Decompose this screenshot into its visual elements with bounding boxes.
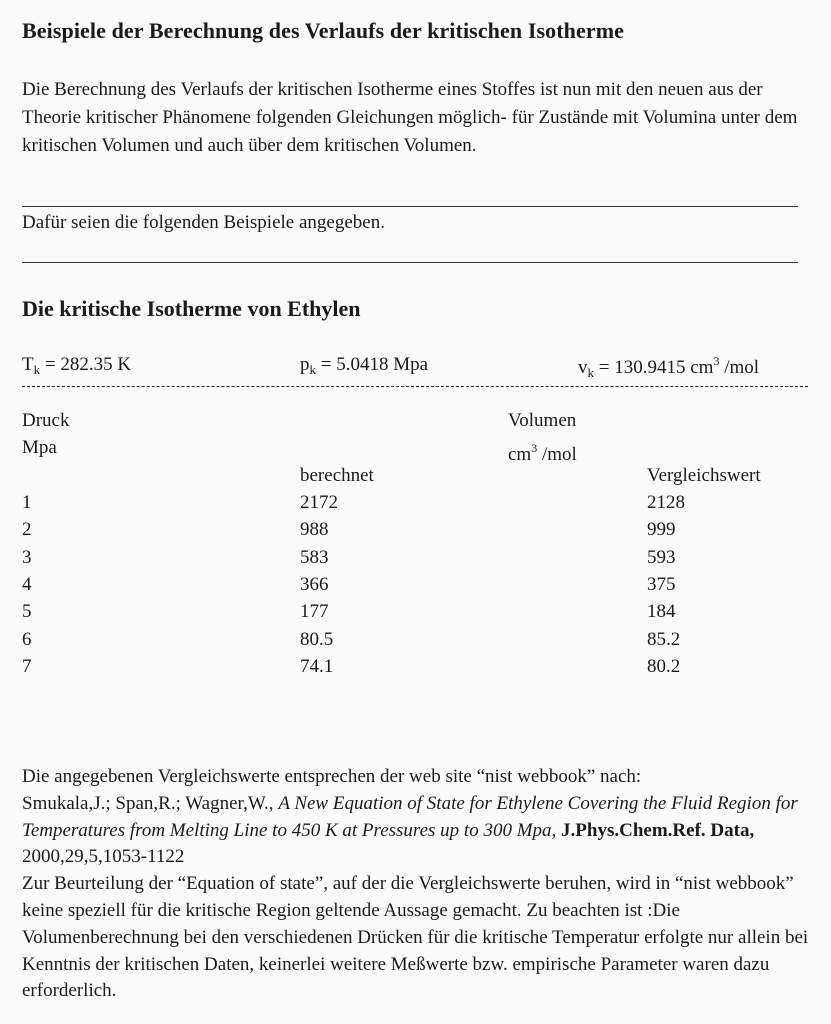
cell-druck: 2 bbox=[22, 519, 32, 540]
cell-druck: 5 bbox=[22, 601, 32, 622]
column-unit-druck: Mpa bbox=[22, 437, 57, 458]
cell-berechnet: 583 bbox=[300, 547, 329, 568]
reference-journal: J.Phys.Chem.Ref. Data, bbox=[561, 819, 755, 841]
subheader-vergleichswert: Vergleichswert bbox=[647, 465, 761, 486]
cell-druck: 4 bbox=[22, 574, 32, 595]
source-paragraph bbox=[22, 764, 812, 1005]
critical-pressure: $p_k = 5.0418$ Mpa bbox=[300, 354, 429, 377]
cell-vergleichswert: 375 bbox=[647, 574, 676, 595]
column-header-druck: Druck bbox=[22, 410, 70, 431]
cell-vergleichswert: 2128 bbox=[647, 492, 685, 513]
cell-vergleichswert: 184 bbox=[647, 601, 676, 622]
section-title: Die kritische Isotherme von Ethylen bbox=[22, 296, 361, 321]
dashed-separator bbox=[22, 386, 808, 387]
cell-vergleichswert: 999 bbox=[647, 519, 676, 540]
cell-berechnet: 74.1 bbox=[300, 656, 334, 677]
cell-druck: 1 bbox=[22, 492, 32, 513]
cell-berechnet: 988 bbox=[300, 519, 329, 540]
cell-vergleichswert: 593 bbox=[647, 547, 676, 568]
page-title: Beispiele der Berechnung des Verlaufs der kritischen Isotherme bbox=[22, 18, 625, 43]
column-header-volumen: Volumen bbox=[508, 410, 577, 431]
cell-berechnet: 2172 bbox=[300, 492, 338, 513]
cell-druck: 3 bbox=[22, 547, 32, 568]
cell-berechnet: 80.5 bbox=[300, 629, 334, 650]
source-intro: Die angegebenen Vergleichswerte entsprechen der web site “nist webbook” nach: bbox=[22, 766, 642, 787]
assessment-paragraph: Zur Beurteilung der “Equation of state”, auf der die Vergleichswerte beruhen, wird in “nist webbook” keine speziell für die kritische Region geltende Aussage gemacht. Zu beachten ist :Die Volumenberechnung bei den verschiedenen Drücken für die kritische Temperatur erfolgte nur allein bei Kenntnis der kritischen Daten, keinerlei weitere Meßwerte bzw. empirische Parameter waren dazu erforderlich. bbox=[22, 873, 809, 1002]
critical-volume: $v_k = 130.9415$ $cm^3$ /mol bbox=[578, 354, 760, 380]
note-text: Dafür seien die folgenden Beispiele angegeben. bbox=[22, 212, 385, 233]
cell-druck: 7 bbox=[22, 656, 32, 677]
column-unit-volumen: $cm^3$ /mol bbox=[508, 441, 577, 465]
divider-line bbox=[22, 262, 798, 263]
cell-vergleichswert: 85.2 bbox=[647, 629, 681, 650]
cell-vergleichswert: 80.2 bbox=[647, 656, 681, 677]
subheader-berechnet: berechnet bbox=[300, 465, 374, 486]
divider-line bbox=[22, 206, 798, 207]
intro-paragraph: Die Berechnung des Verlaufs der kritischen Isotherme eines Stoffes ist nun mit den neuen aus der Theorie kritischer Phänomene folgenden Gleichungen möglich- für Zustände mit Volumina unter dem kritischen Volumen und auch über dem kritischen Volumen. bbox=[22, 79, 798, 156]
reference-title: A New Equation of State for Ethylene Covering the Fluid Region for Temperatures from Melting Line to 450 K at Pressures up to 300 Mpa, bbox=[22, 792, 798, 841]
cell-berechnet: 177 bbox=[300, 601, 329, 622]
reference-citation: 2000,29,5,1053-1122 bbox=[22, 846, 185, 868]
cell-druck: 6 bbox=[22, 629, 32, 650]
cell-berechnet: 366 bbox=[300, 574, 329, 595]
critical-temperature: $T_k = 282.35$ K bbox=[22, 354, 132, 377]
reference-authors: Smukala,J.; Span,R.; Wagner,W., bbox=[22, 792, 279, 814]
